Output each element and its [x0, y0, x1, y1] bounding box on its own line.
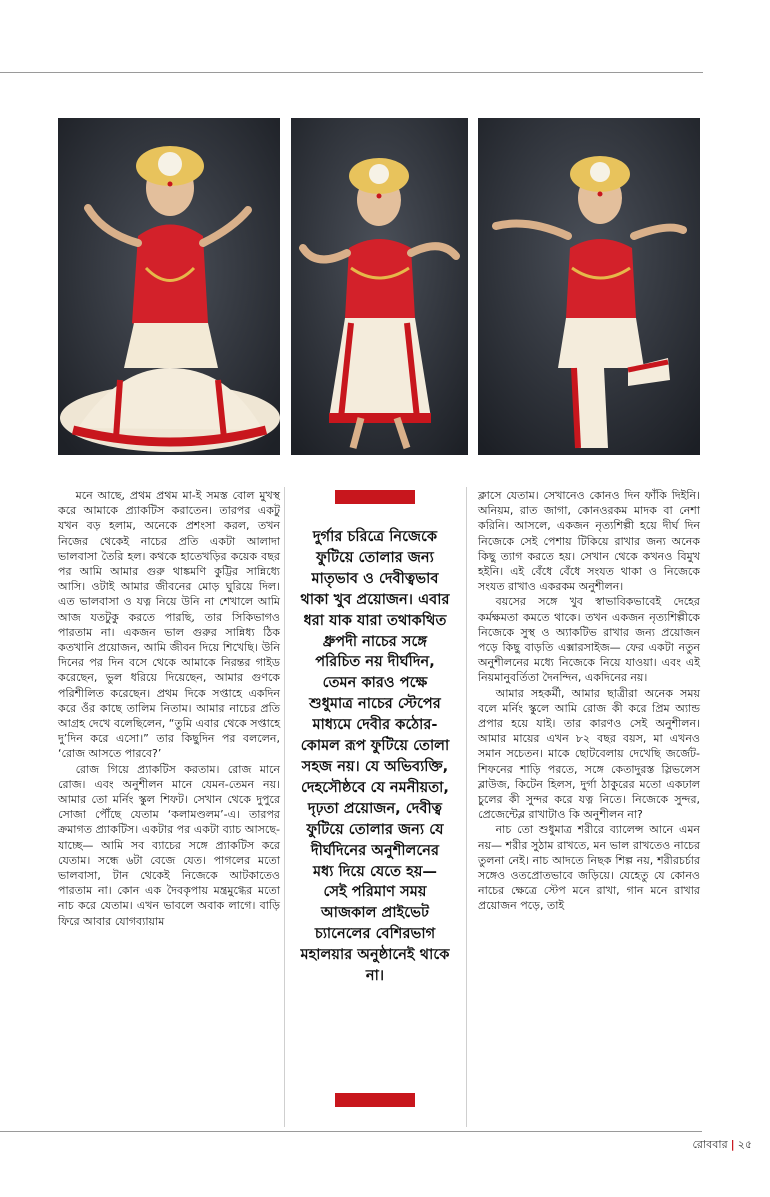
- page-number: ২৫: [737, 1138, 752, 1151]
- column-rule-right: [466, 487, 467, 1127]
- footer-separator: |: [730, 1138, 735, 1151]
- paragraph: রোজ গিয়ে প্র্যাকটিস করতাম। রোজ মানে রোজ। এবং অনুশীলন মানে যেমন-তেমন নয়। আমার তো মর্নিং স্কুল শিফট। সেখান থেকে দুপুরে সোজা পৌঁছে যেতাম ‘কলামণ্ডলম’-এ। তারপর ক্রমাগত প্র্যাকটিস। একটার পর একটা ব্যাচ আসছে-যাচ্ছে— আমি সব ব্যাচের সঙ্গে প্র্যাকটিস করে যেতাম। সন্ধে ৬টা বেজে যেত। পাগলের মতো ভালবাসা, টান থেকেই নিজেকে আটকাতেও পারতাম না। কোন এক দৈবকৃপায় মন্ত্রমুগ্ধের মতো নাচ করে যেতাম। এখন ভাবলে অবাক লাগে। বাড়ি ফিরে আবার যোগব্যায়াম: [58, 762, 280, 928]
- bottom-rule: [0, 1131, 702, 1132]
- photo-dancer-one-leg: [478, 118, 700, 455]
- photo-dancer-seated: [58, 118, 280, 455]
- article-column-right: [478, 488, 700, 914]
- footer-section-name: রোববার: [692, 1138, 728, 1151]
- pullquote-top-bar: [335, 490, 415, 504]
- paragraph: আমার সহকর্মী, আমার ছাত্রীরা অনেক সময় বলে মর্নিং স্কুলে আমি রোজ কী করে প্রিম অ্যান্ড প্রপার হয়ে যাই। তার কারণও সেই অনুশীলন। আমার মায়ের এখন ৮২ বছর বয়স, মা এখনও সমান সচেতন। মাকে ছোটবেলায় দেখেছি জর্জেট-শিফনের শাড়ি পরতে, সঙ্গে কেতাদুরস্ত স্লিভলেস ব্লাউজ, কিটেন হিলস, দুর্গা ঠাকুরের মতো একঢাল চুলের কী সুন্দর করে যত্ন নিতে। নিজেকে সুন্দর, প্রেজেন্টেব্ল রাখাটাও কি অনুশীলন না?: [478, 686, 700, 822]
- paragraph: ক্লাসে যেতাম। সেখানেও কোনও দিন ফাঁকি দিইনি। অনিয়ম, রাত জাগা, কোনওরকম মাদক বা নেশা করিনি। আসলে, একজন নৃত্যশিল্পী হয়ে দীর্ঘ দিন নিজেকে সেই পেশায় টিকিয়ে রাখার জন্য অনেক কিছু ত্যাগ করতে হয়। সেখান থেকে কখনও বিমুখ হইনি। এই বেঁধে বেঁধে সংযত থাকা ও নিজেকে সংযত রাখাও একরকম অনুশীলন।: [478, 489, 700, 594]
- paragraph: নাচ তো শুধুমাত্র শরীরে ব্যালেন্স আনে এমন নয়— শরীর সুঠাম রাখতে, মন ভাল রাখতেও নাচের তুলনা নেই। নাচ আদতে নিছক শিল্প নয়, শরীরচর্চার সঙ্গেও ওতপ্রোতভাবে জড়িয়ে। যেহেতু যে কোনও নাচের ক্ষেত্রে স্টেপ মনে রাখা, গান মনে রাখার প্রয়োজন পড়ে, তাই: [478, 823, 700, 913]
- top-rule: [0, 72, 703, 73]
- pullquote: দুর্গার চরিত্রে নিজেকে ফুটিয়ে তোলার জন্য মাতৃভাব ও দেবীত্বভাব থাকা খুব প্রয়োজন। এবার ধরা যাক যারা তথাকথিত ধ্রুপদী নাচের সঙ্গে পরিচিত নয় দীর্ঘদিন, তেমন কারও পক্ষে শুধুমাত্র নাচের স্টেপের মাধ্যমে দেবীর কঠোর-কোমল রূপ ফুটিয়ে তোলা সহজ নয়। যে অভিব্যক্তি, দেহসৌষ্ঠবে যে নমনীয়তা, দৃঢ়তা প্রয়োজন, দেবীত্ব ফুটিয়ে তোলার জন্য যে দীর্ঘদিনের অনুশীলনের মধ্য দিয়ে যেতে হয়— সেই পরিমাণ সময় আজকাল প্রাইভেট চ্যানেলের বেশিরভাগ মহালয়ার অনুষ্ঠানেই থাকে না।: [300, 528, 450, 985]
- column-rule-left: [284, 487, 285, 1127]
- article-column-left: [58, 488, 280, 929]
- page-footer: [692, 1136, 752, 1155]
- paragraph: মনে আছে, প্রথম প্রথম মা-ই সমস্ত বোল মুখস্থ করে আমাকে প্র্যাকটিস করাতেন। তারপর একটু যখন বড় হলাম, অনেকে প্রশংসা করল, তখন নিজের থেকেই নাচের প্রতি একটা আলাদা ভালবাসা তৈরি হল। কথকে হাতেখড়ির কয়েক বছর পর আমি আমার গুরু থাঙ্কমণি কুট্টির সান্নিধ্যে আসি। ওটাই আমার জীবনের মোড় ঘুরিয়ে দিল। এত ভালবাসা ও যত্ন নিয়ে উনি না শেখালে আমি আজ যতটুকু করতে পারছি, তার সিকিভাগও পারতাম না। একজন ভাল গুরুর সান্নিধ্য ঠিক কতখানি প্রয়োজন, আমি জীবন দিয়ে শিখেছি। উনি দিনের পর দিন বসে থেকে আমাকে নিরন্তর গাইড করেছেন, ভুল ধরিয়ে দিয়েছেন, আমার গুণকে পরিশীলিত করেছেন। প্রথম দিকে সপ্তাহে একদিন করে ওঁর কাছে তালিম নিতাম। আমার নাচের প্রতি আগ্রহ দেখে বলেছিলেন, “তুমি এবার থেকে সপ্তাহে দু’দিন করে এসো।” তার কিছুদিন পর বললেন, ‘রোজ আসতে পারবে?’: [58, 489, 280, 761]
- paragraph: বয়সের সঙ্গে খুব স্বাভাবিকভাবেই দেহের কর্মক্ষমতা কমতে থাকে। তখন একজন নৃত্যশিল্পীকে নিজেকে সুস্থ ও অ্যাকটিভ রাখার জন্য প্রয়োজন পড়ে কিছু বাড়তি এক্সারসাইজ— ফের একটা নতুন অনুশীলনের মধ্যে নিজেকে নিয়ে যাওয়া। এবং এই নিয়মানুবর্তিতা দৈনন্দিন, একদিনের নয়।: [478, 595, 700, 685]
- pullquote-bottom-bar: [335, 1093, 415, 1107]
- photo-dancer-standing: [291, 118, 468, 455]
